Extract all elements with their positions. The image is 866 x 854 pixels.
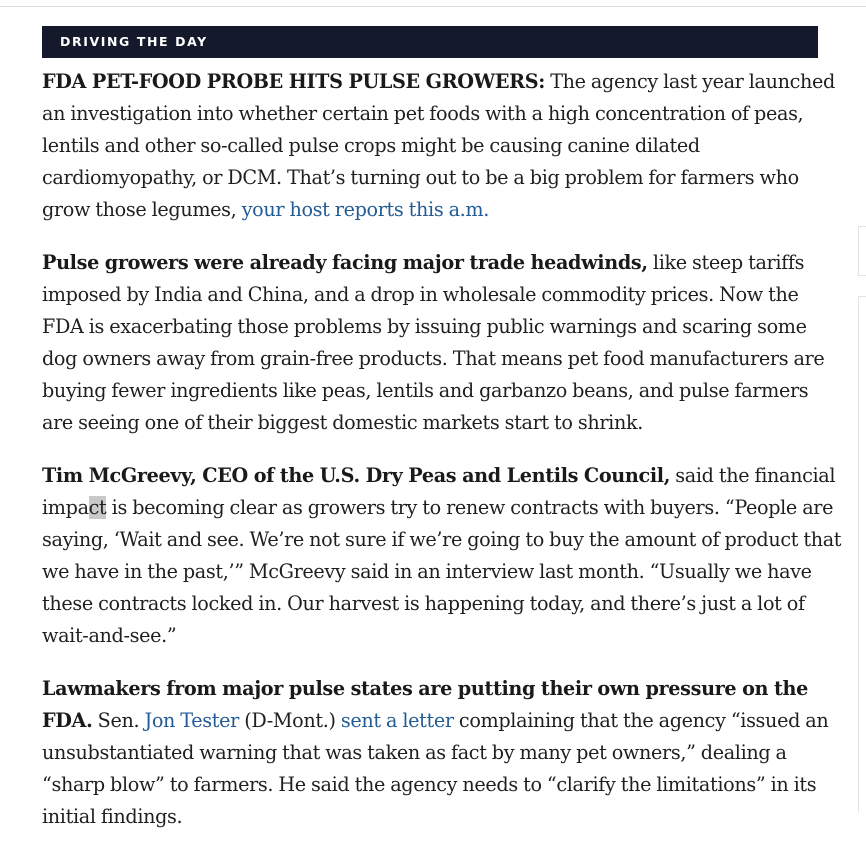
- paragraph-text: complaining that the agency “issued an unsubstantiated warning that was taken as fact by many pet owners,” dealing a “sharp blow” to farmers. He said the agency needs to “clarify the limitations” in its initial findings.: [42, 709, 829, 828]
- paragraph-text: Sen.: [92, 709, 145, 732]
- paragraph-lead: Tim McGreevy, CEO of the U.S. Dry Peas and Lentils Council,: [42, 464, 671, 487]
- paragraph-text: is becoming clear as growers try to renew contracts with buyers. “People are saying, ‘Wait and see. We’re not sure if we’re going to buy the amount of product that we have in the past,’” McGreevy said in an interview last month. “Usually we have these contracts locked in. Our harvest is happening today, and there’s just a lot of wait-and-see.”: [42, 496, 842, 647]
- text-selection[interactable]: ct: [88, 496, 107, 519]
- article-paragraph: [42, 247, 842, 439]
- sidebar-edge-tick: [858, 226, 866, 227]
- sidebar-edge: [858, 296, 859, 813]
- section-banner: DRIVING THE DAY: [42, 26, 818, 58]
- paragraph-lead: FDA PET-FOOD PROBE HITS PULSE GROWERS:: [42, 70, 545, 93]
- article-body: [42, 66, 842, 854]
- article-paragraph: [42, 460, 842, 652]
- paragraph-text: The agency last year launched an investigation into whether certain pet foods with a high concentration of peas, lentils and other so-called pulse crops might be causing canine dilated cardiomyopathy, or DCM. That’s turning out to be a big problem for farmers who grow those legumes,: [42, 70, 835, 221]
- paragraph-lead: Pulse growers were already facing major trade headwinds,: [42, 251, 648, 274]
- sidebar-edge: [858, 226, 859, 276]
- jon-tester-link[interactable]: Jon Tester: [144, 709, 239, 732]
- article-paragraph: [42, 66, 842, 226]
- paragraph-text: (D-Mont.): [238, 709, 341, 732]
- article-paragraph: [42, 673, 842, 833]
- sent-letter-link[interactable]: sent a letter: [340, 709, 454, 732]
- sidebar-edge-tick: [858, 296, 866, 297]
- paragraph-text: said the financial impa: [42, 464, 836, 519]
- sidebar-edge-tick: [858, 275, 866, 276]
- paragraph-text: like steep tariffs imposed by India and China, and a drop in wholesale commodity prices. Now the FDA is exacerbating those problems by issuing public warnings and scaring some dog owners away from grain-free products. That means pet food manufacturers are buying fewer ingredients like peas, lentils and garbanzo beans, and pulse farmers are seeing one of their biggest domestic markets start to shrink.: [42, 251, 825, 434]
- top-divider: [0, 6, 866, 7]
- paragraph-lead: Lawmakers from major pulse states are putting their own pressure on the FDA.: [42, 677, 808, 732]
- host-report-link[interactable]: your host reports this a.m.: [241, 198, 489, 221]
